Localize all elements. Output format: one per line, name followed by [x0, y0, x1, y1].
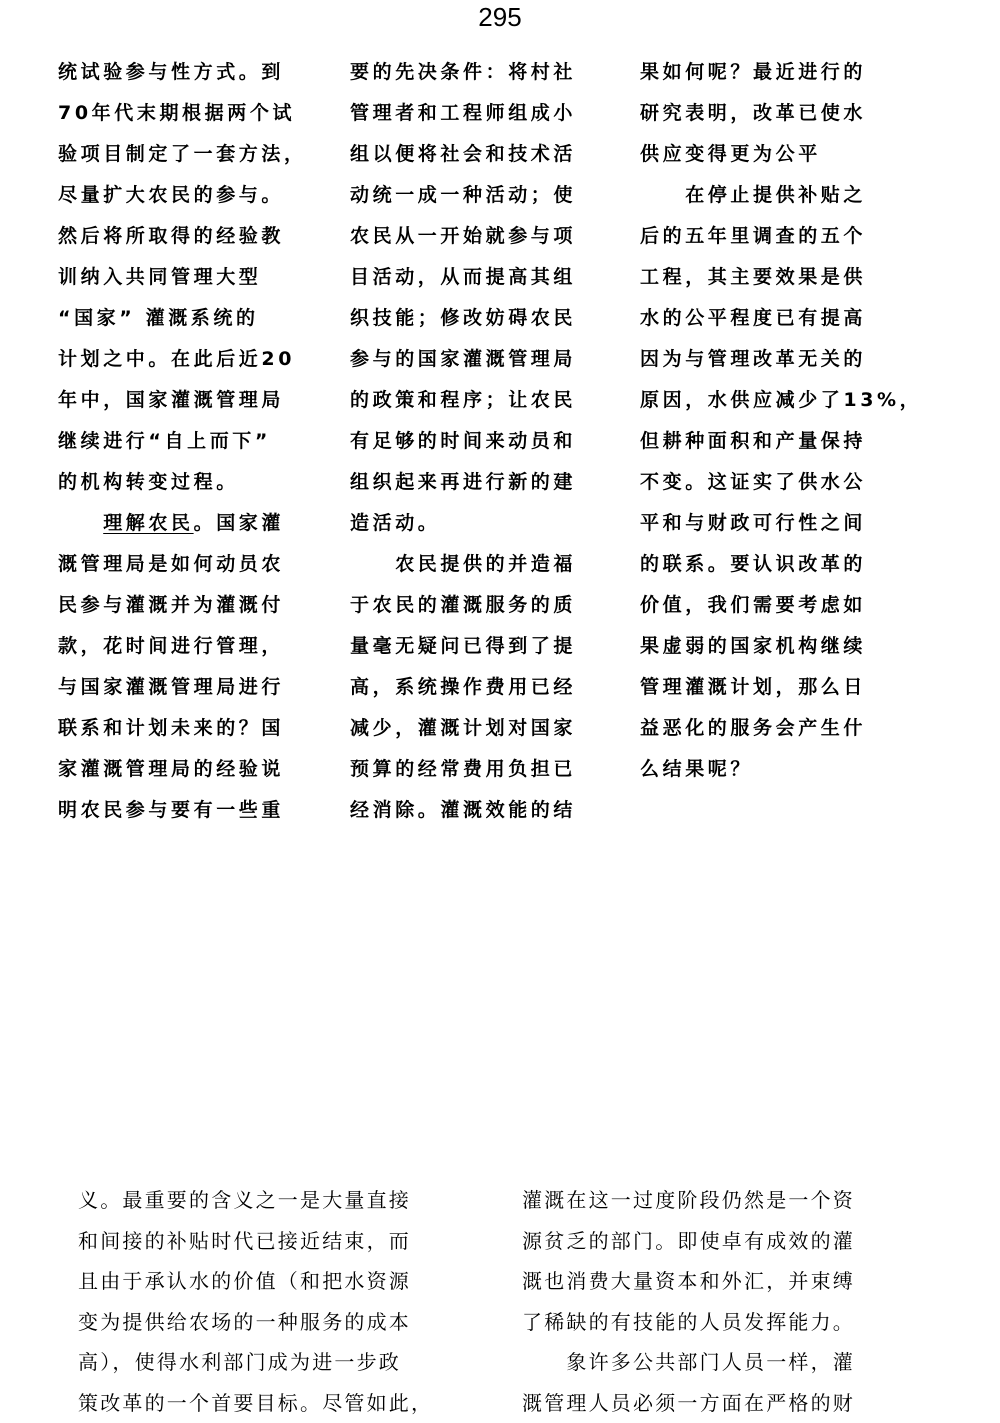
text-line: 平和与财政可行性之间 — [640, 503, 930, 544]
text-line: 动统一成一种活动；使 — [350, 175, 615, 216]
text-line: 家灌溉管理局的经验说 — [58, 749, 323, 790]
text-line: 造活动。 — [350, 503, 615, 544]
text-line: 策改革的一个首要目标。尽管如此， — [78, 1383, 488, 1423]
text-line: 训纳入共同管理大型 — [58, 257, 323, 298]
text-line: 果如何呢？最近进行的 — [640, 52, 930, 93]
text-line: 在停止提供补贴之 — [640, 175, 930, 216]
text-line: 有足够的时间来动员和 — [350, 421, 615, 462]
text-line: 象许多公共部门人员一样，灌 — [522, 1342, 922, 1383]
section-heading-line — [58, 503, 323, 544]
text-line: 源贫乏的部门。即使卓有成效的灌 — [522, 1221, 922, 1262]
text-line: 益恶化的服务会产生什 — [640, 708, 930, 749]
text-line: 要的先决条件：将村社 — [350, 52, 615, 93]
text-line: 计划之中。在此后近20 — [58, 339, 323, 380]
section-heading: 理解农民 — [103, 512, 193, 534]
text-line: 统试验参与性方式。到 — [58, 52, 323, 93]
text-line: 尽量扩大农民的参与。 — [58, 175, 323, 216]
text-line: 于农民的灌溉服务的质 — [350, 585, 615, 626]
text-line: 高），使得水利部门成为进一步政 — [78, 1342, 488, 1383]
text-line: 的政策和程序；让农民 — [350, 380, 615, 421]
text-line: 组织起来再进行新的建 — [350, 462, 615, 503]
lower-text-column-right — [522, 1180, 922, 1423]
text-line: 量毫无疑问已得到了提 — [350, 626, 615, 667]
text-line: 么结果呢？ — [640, 749, 930, 790]
text-line: “国家” 灌溉系统的 — [58, 298, 323, 339]
text-line: 原因，水供应减少了13%， — [640, 380, 930, 421]
text-line: 义。最重要的含义之一是大量直接 — [78, 1180, 488, 1221]
text-line: 减少，灌溉计划对国家 — [350, 708, 615, 749]
text-line: 预算的经常费用负担已 — [350, 749, 615, 790]
text-line: 农民提供的并造福 — [350, 544, 615, 585]
text-line: 然后将所取得的经验教 — [58, 216, 323, 257]
text-column-3 — [640, 52, 930, 790]
lower-text-column-left — [78, 1180, 488, 1423]
text-line: 农民从一开始就参与项 — [350, 216, 615, 257]
text-line: 溉也消费大量资本和外汇，并束缚 — [522, 1261, 922, 1302]
text-line: 参与的国家灌溉管理局 — [350, 339, 615, 380]
text-line: 织技能；修改妨碍农民 — [350, 298, 615, 339]
text-line: 的联系。要认识改革的 — [640, 544, 930, 585]
text-line: 70年代末期根据两个试 — [58, 93, 323, 134]
text-line: 与国家灌溉管理局进行 — [58, 667, 323, 708]
text-line: 目活动，从而提高其组 — [350, 257, 615, 298]
text-line: 溉管理局是如何动员农 — [58, 544, 323, 585]
text-line: 价值，我们需要考虑如 — [640, 585, 930, 626]
text-line: 不变。这证实了供水公 — [640, 462, 930, 503]
text-line: 了稀缺的有技能的人员发挥能力。 — [522, 1302, 922, 1343]
text-line: 溉管理人员必须一方面在严格的财 — [522, 1383, 922, 1423]
text-fragment: 。国家灌 — [194, 512, 284, 534]
text-line: 管理者和工程师组成小 — [350, 93, 615, 134]
text-line: 管理灌溉计划，那么日 — [640, 667, 930, 708]
text-line: 组以便将社会和技术活 — [350, 134, 615, 175]
text-line: 因为与管理改革无关的 — [640, 339, 930, 380]
text-line: 且由于承认水的价值（和把水资源 — [78, 1261, 488, 1302]
text-line: 明农民参与要有一些重 — [58, 790, 323, 831]
text-line: 民参与灌溉并为灌溉付 — [58, 585, 323, 626]
text-line: 继续进行“自上而下” — [58, 421, 323, 462]
page-number: 295 — [0, 2, 1000, 32]
text-line: 研究表明，改革已使水 — [640, 93, 930, 134]
text-line: 后的五年里调查的五个 — [640, 216, 930, 257]
text-line: 款，花时间进行管理， — [58, 626, 323, 667]
text-line: 灌溉在这一过度阶段仍然是一个资 — [522, 1180, 922, 1221]
text-column-1 — [58, 52, 323, 831]
text-line: 供应变得更为公平 — [640, 134, 930, 175]
text-line: 水的公平程度已有提高 — [640, 298, 930, 339]
text-line: 工程，其主要效果是供 — [640, 257, 930, 298]
text-line: 果虚弱的国家机构继续 — [640, 626, 930, 667]
text-line: 验项目制定了一套方法， — [58, 134, 323, 175]
text-line: 但耕种面积和产量保持 — [640, 421, 930, 462]
text-line: 联系和计划未来的？国 — [58, 708, 323, 749]
text-line: 年中，国家灌溉管理局 — [58, 380, 323, 421]
text-column-2 — [350, 52, 615, 831]
text-line: 经消除。灌溉效能的结 — [350, 790, 615, 831]
text-line: 高，系统操作费用已经 — [350, 667, 615, 708]
text-line: 和间接的补贴时代已接近结束，而 — [78, 1221, 488, 1262]
heading-indent — [58, 512, 103, 534]
text-line: 变为提供给农场的一种服务的成本 — [78, 1302, 488, 1343]
text-line: 的机构转变过程。 — [58, 462, 323, 503]
